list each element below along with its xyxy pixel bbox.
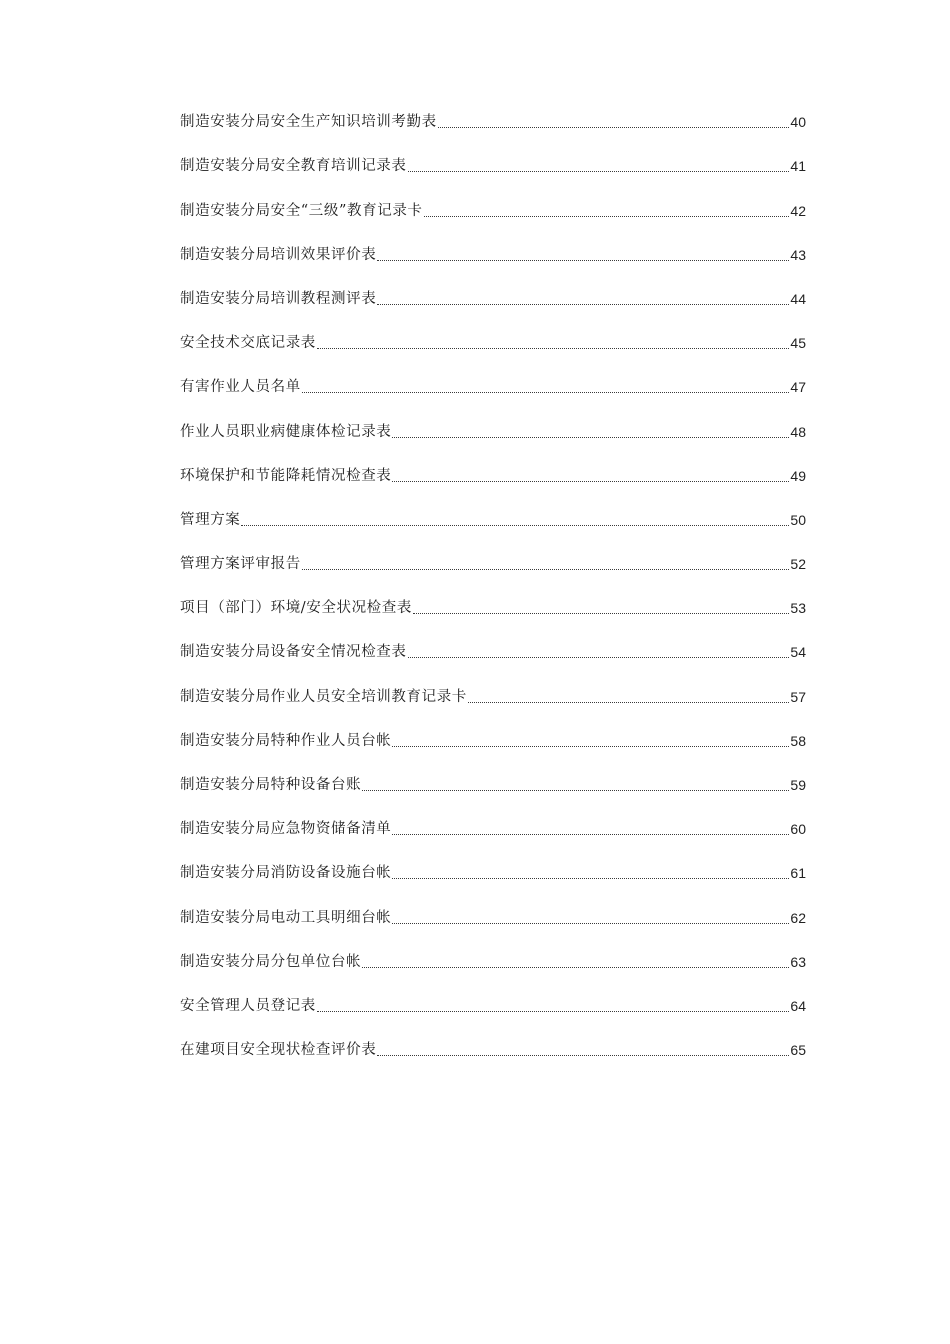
toc-dot-leader <box>361 775 790 795</box>
toc-dot-leader <box>301 377 791 397</box>
toc-dot-leader <box>437 112 791 132</box>
toc-entry[interactable] <box>180 371 806 415</box>
toc-entry-title: 制造安装分局特种作业人员台帐 <box>180 732 392 749</box>
toc-dot-leader <box>467 687 791 707</box>
toc-page-number: 40 <box>790 114 806 131</box>
toc-entry-title: 制造安装分局特种设备台账 <box>180 777 362 793</box>
toc-dot-leader <box>301 554 791 574</box>
toc-entry[interactable] <box>180 194 806 238</box>
toc-page-number: 48 <box>790 423 806 440</box>
toc-page-number: 65 <box>790 1042 806 1059</box>
toc-entry-title: 有害作业人员名单 <box>180 379 301 396</box>
toc-entry[interactable] <box>180 327 806 371</box>
toc-page-number: 41 <box>790 158 806 175</box>
toc-entry[interactable] <box>180 813 806 857</box>
toc-entry-title: 制造安装分局培训效果评价表 <box>180 246 377 263</box>
toc-dot-leader <box>316 996 791 1016</box>
toc-entry-title: 环境保护和节能降耗情况检查表 <box>180 467 392 484</box>
toc-page-number: 58 <box>790 732 806 749</box>
toc-entry-title: 作业人员职业病健康体检记录表 <box>180 423 392 440</box>
toc-page-number: 44 <box>790 290 806 307</box>
toc-entry-title: 制造安装分局应急物资储备清单 <box>180 821 392 838</box>
toc-entry-title: 在建项目安全现状检查评价表 <box>180 1042 377 1059</box>
toc-entry-title: 安全管理人员登记表 <box>180 997 316 1014</box>
toc-dot-leader <box>407 642 791 662</box>
toc-entry-title: 制造安装分局消防设备设施台帐 <box>180 865 392 882</box>
toc-dot-leader <box>240 510 790 530</box>
toc-entry[interactable] <box>180 946 806 990</box>
toc-entry[interactable] <box>180 1034 806 1078</box>
toc-entry[interactable] <box>180 283 806 327</box>
toc-entry-title: 制造安装分局安全生产知识培训考勤表 <box>180 114 437 131</box>
toc-entry[interactable] <box>180 415 806 459</box>
toc-page-number: 45 <box>790 335 806 352</box>
toc-page-number: 42 <box>790 202 806 219</box>
toc-entry[interactable] <box>180 106 806 150</box>
toc-dot-leader <box>316 333 791 353</box>
toc-entry[interactable] <box>180 150 806 194</box>
toc-page-number: 43 <box>790 246 806 263</box>
toc-page-number: 52 <box>790 556 806 573</box>
toc-entry-title: 管理方案 <box>180 511 241 528</box>
table-of-contents <box>180 106 806 1078</box>
toc-dot-leader <box>391 422 790 442</box>
toc-entry[interactable] <box>180 990 806 1034</box>
toc-dot-leader <box>391 731 790 751</box>
toc-dot-leader <box>391 908 790 928</box>
toc-entry-title: 安全技术交底记录表 <box>180 335 316 352</box>
toc-dot-leader <box>407 156 791 176</box>
toc-entry[interactable] <box>180 725 806 769</box>
toc-dot-leader <box>391 863 790 883</box>
toc-page-number: 47 <box>790 379 806 396</box>
toc-dot-leader <box>376 1040 790 1060</box>
toc-entry[interactable] <box>180 769 806 813</box>
toc-dot-leader <box>412 598 790 618</box>
toc-dot-leader <box>391 466 790 486</box>
toc-entry-title: 制造安装分局作业人员安全培训教育记录卡 <box>180 688 467 705</box>
toc-entry-title: 制造安装分局安全“三级”教育记录卡 <box>180 202 423 219</box>
toc-entry-title: 制造安装分局培训教程测评表 <box>180 290 377 307</box>
toc-page-number: 63 <box>790 953 806 970</box>
toc-entry-title: 制造安装分局分包单位台帐 <box>180 953 362 970</box>
toc-page-number: 61 <box>790 865 806 882</box>
toc-entry-title: 制造安装分局安全教育培训记录表 <box>180 158 407 175</box>
toc-page-number: 50 <box>790 511 806 528</box>
toc-entry[interactable] <box>180 592 806 636</box>
toc-entry[interactable] <box>180 460 806 504</box>
toc-entry[interactable] <box>180 901 806 945</box>
toc-dot-leader <box>376 245 790 265</box>
toc-entry[interactable] <box>180 548 806 592</box>
toc-entry-title: 项目（部门）环境/安全状况检查表 <box>180 600 412 617</box>
toc-page-number: 49 <box>790 467 806 484</box>
toc-dot-leader <box>391 819 790 839</box>
toc-entry[interactable] <box>180 504 806 548</box>
toc-page-number: 59 <box>790 777 806 793</box>
toc-entry[interactable] <box>180 680 806 724</box>
toc-entry[interactable] <box>180 239 806 283</box>
toc-page-number: 60 <box>790 821 806 838</box>
toc-dot-leader <box>361 952 790 972</box>
toc-entry-title: 管理方案评审报告 <box>180 556 301 573</box>
toc-dot-leader <box>423 201 791 221</box>
toc-entry[interactable] <box>180 636 806 680</box>
toc-entry-title: 制造安装分局电动工具明细台帐 <box>180 909 392 926</box>
toc-entry-title: 制造安装分局设备安全情况检查表 <box>180 644 407 661</box>
toc-page-number: 53 <box>790 600 806 617</box>
toc-page-number: 64 <box>790 997 806 1014</box>
toc-entry[interactable] <box>180 857 806 901</box>
toc-dot-leader <box>376 289 790 309</box>
toc-page-number: 57 <box>790 688 806 705</box>
toc-page-number: 54 <box>790 644 806 661</box>
toc-page-number: 62 <box>790 909 806 926</box>
